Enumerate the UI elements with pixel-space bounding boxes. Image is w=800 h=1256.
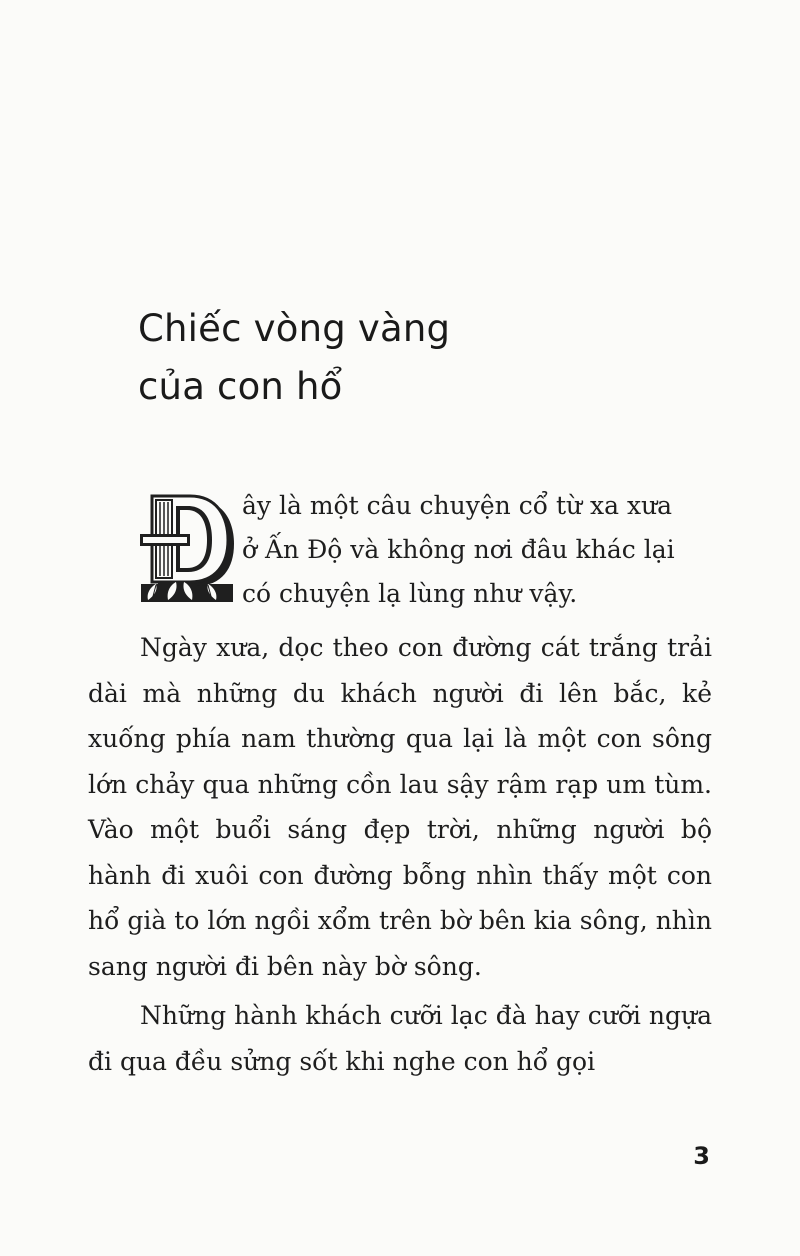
chapter-title-line-1: Chiếc vòng vàng — [138, 307, 451, 350]
opening-line-3: có chuyện lạ lùng như vậy. — [242, 579, 578, 608]
page-number: 3 — [693, 1142, 710, 1170]
drop-cap-letter-d-illustration — [138, 492, 236, 604]
chapter-title — [138, 300, 638, 416]
paragraph-2: Những hành khách cưỡi lạc đà hay cưỡi ngựa đi qua đều sửng sốt khi nghe con hổ gọi — [88, 1001, 712, 1076]
paragraph-1: Ngày xưa, dọc theo con đường cát trắng trải dài mà những du khách người đi lên bắc, kẻ xuống phía nam thường qua lại là một con sông lớn chảy qua những cồn lau sậy rậm rạp um tùm. Vào một buổi sáng đẹp trời, những người bộ hành đi xuôi con đường bỗng nhìn thấy một con hổ già to lớn ngồi xổm trên bờ bên kia sông, nhìn sang người đi bên này bờ sông. — [88, 633, 712, 981]
chapter-title-line-2: của con hổ — [138, 365, 343, 408]
opening-line-2: ở Ấn Độ và không nơi đâu khác lại — [242, 535, 675, 564]
opening-line-1: ây là một câu chuyện cổ từ xa xưa — [242, 491, 673, 520]
